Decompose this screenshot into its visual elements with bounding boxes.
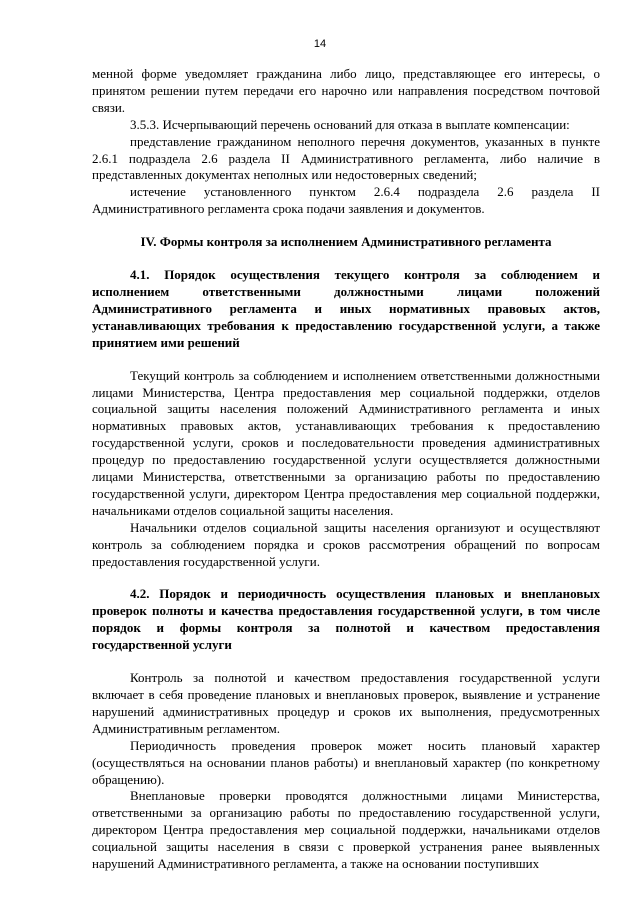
document-body xyxy=(92,66,600,873)
paragraph: менной форме уведомляет гражданина либо лицо, представляющее его интересы, о принятом решении путем передачи его нарочно или направления посредством почтовой связи. xyxy=(92,66,600,115)
spacer xyxy=(92,352,600,368)
paragraph: Текущий контроль за соблюдением и исполнением ответственными должностными лицами Министерства, Центра предоставления мер социальной поддержки, отделов социальной защиты населения положений Административного регламента и иных нормативных правовых актов, устанавливающих требования к предоставлению государственной услуги, сроков и последовательности проведения административных процедур по предоставлению государственной услуги осуществляется должностными лицами Министерства, ответственными за организацию работы по предоставлению государственной услуги, директором Центра предоставления мер социальной поддержки, начальниками отделов социальной защиты населения. xyxy=(92,367,600,518)
paragraph: представление гражданином неполного перечня документов, указанных в пункте 2.6.1 подраздела 2.6 раздела II Административного регламента, либо наличие в представленных документах неполных или недостоверных сведений; xyxy=(92,133,600,183)
section-heading: IV. Формы контроля за исполнением Административного регламента xyxy=(140,234,552,250)
page-number: 14 xyxy=(313,38,327,50)
spacer xyxy=(92,654,600,670)
paragraph: Внеплановые проверки проводятся должностными лицами Министерства, ответственными за организацию работы по предоставлению государственной услуги, директором Центра предоставления мер социальной поддержки, начальниками отделов социальной защиты населения в связи с проверкой устранения ранее выявленных нарушений Административного регламента, а также на основании поступивших xyxy=(92,788,600,872)
paragraph: Начальники отделов социальной защиты населения организуют и осуществляют контроль за соблюдением порядка и сроков рассмотрения обращений по вопросам предоставления государственной услуги. xyxy=(92,519,600,569)
paragraph: Периодичность проведения проверок может носить плановый характер (осуществляться на основании планов работы) и внеплановый характер (по конкретному обращению). xyxy=(92,737,600,787)
paragraph: истечение установленного пунктом 2.6.4 подраздела 2.6 раздела II Административного регламента срока подачи заявления и документов. xyxy=(92,184,600,217)
paragraph: Контроль за полнотой и качеством предоставления государственной услуги включает в себя проведение плановых и внеплановых проверок, выявление и устранение нарушений административных процедур и сроков их выполнения, предусмотренных Административным регламентом. xyxy=(92,670,600,736)
subsection-heading: 4.1. Порядок осуществления текущего контроля за соблюдением и исполнением ответственными должностными лицами положений Административного регламента и иных нормативных правовых актов, устанавливающих требования к предоставлению государственной услуги, а также принятием ими решений xyxy=(92,267,600,350)
subsection-heading: 4.2. Порядок и периодичность осуществления плановых и внеплановых проверок полноты и качества предоставления государственной услуги, в том числе порядок и формы контроля за полнотой и качеством предоставления государственной услуги xyxy=(92,586,600,653)
spacer xyxy=(92,251,600,267)
spacer xyxy=(92,570,600,586)
spacer xyxy=(92,218,600,234)
paragraph: 3.5.3. Исчерпывающий перечень оснований для отказа в выплате компенсации: xyxy=(130,116,570,132)
